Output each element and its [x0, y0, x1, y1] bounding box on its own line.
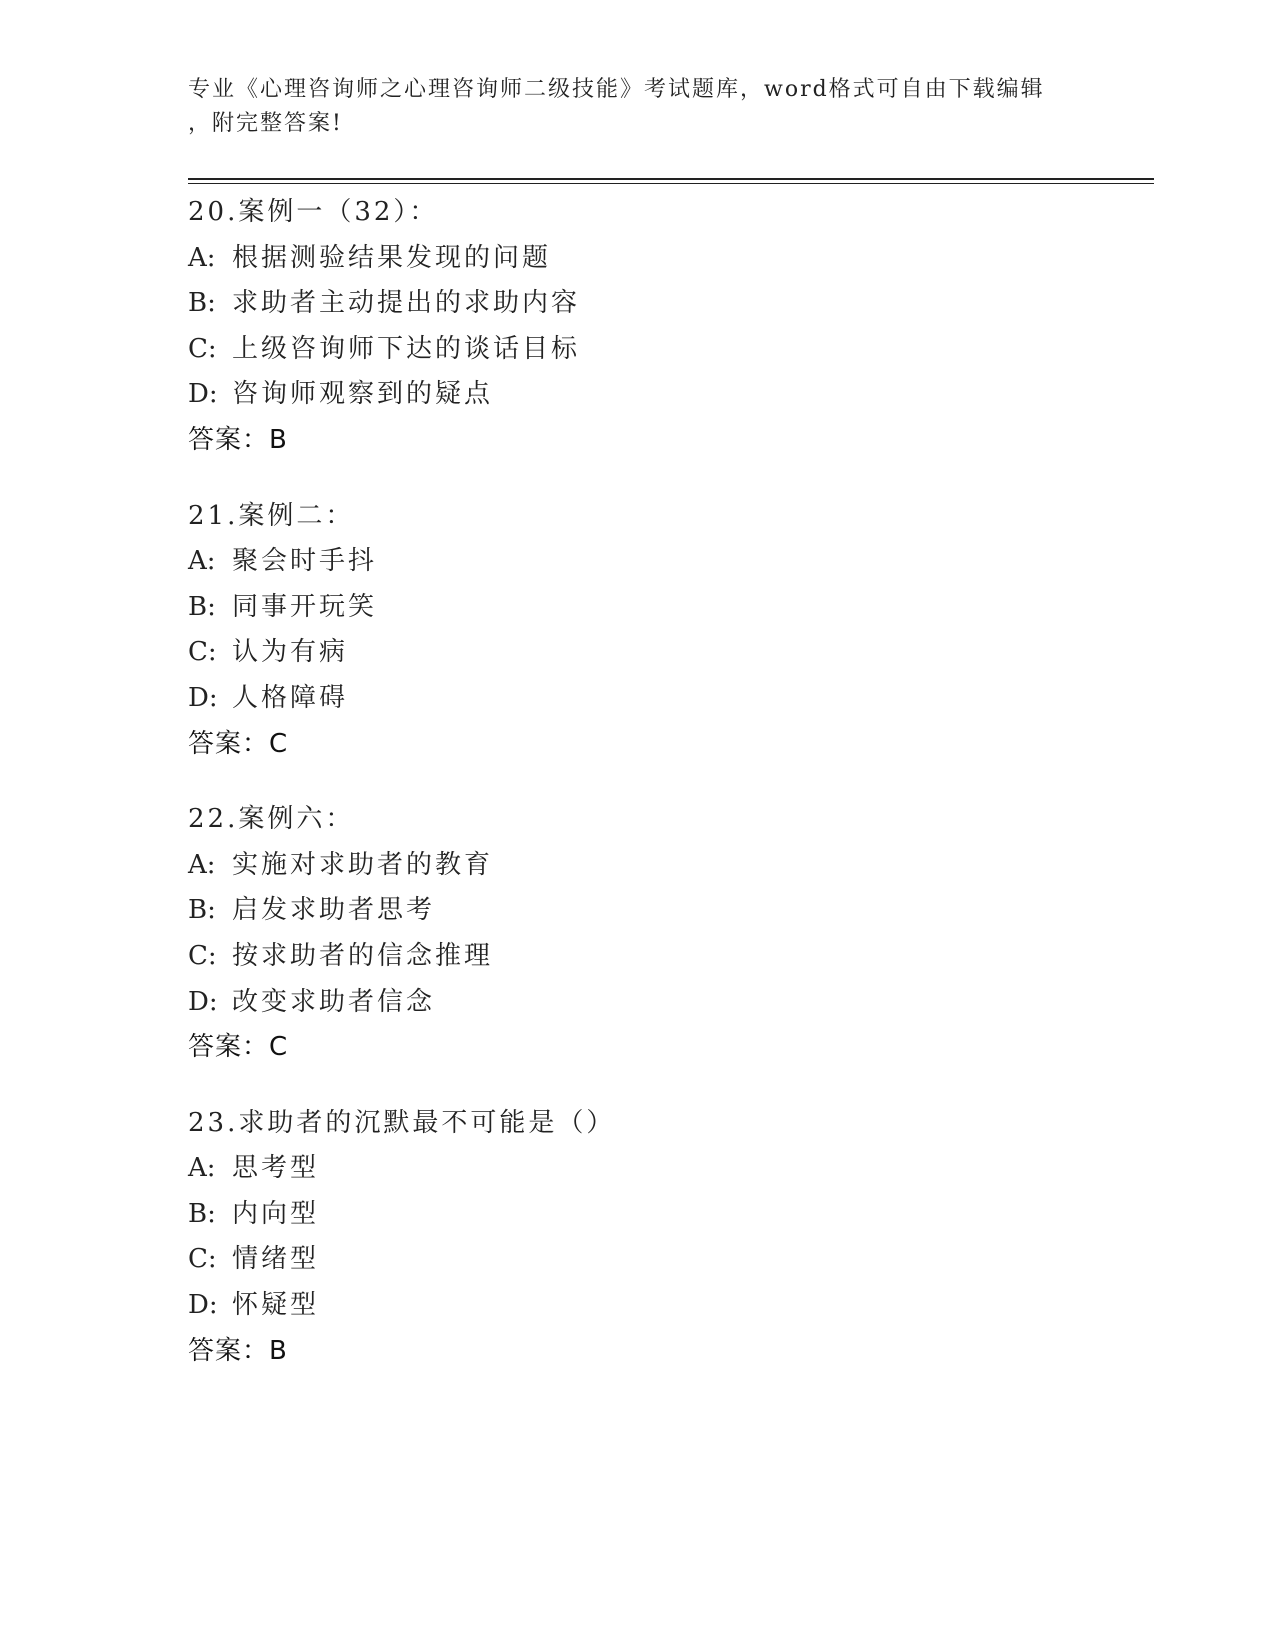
option-key: D: — [188, 986, 218, 1017]
question-21 — [188, 494, 1148, 768]
header-line-1: 专业《心理咨询师之心理咨询师二级技能》考试题库，word格式可自由下载编辑 — [188, 77, 1045, 102]
option-text: 按求助者的信念推理 — [232, 940, 494, 971]
header-rule-thin — [188, 183, 1154, 184]
option-d — [188, 676, 1148, 722]
option-text: 思考型 — [232, 1153, 320, 1184]
question-stem: 21.案例二： — [188, 500, 355, 531]
option-text: 启发求助者思考 — [232, 895, 436, 926]
option-key: A: — [188, 546, 216, 577]
option-key: B: — [188, 288, 216, 319]
option-a — [188, 1146, 1148, 1192]
option-text: 改变求助者信念 — [232, 986, 436, 1017]
option-c — [188, 934, 1148, 980]
option-d — [188, 980, 1148, 1026]
question-23 — [188, 1101, 1148, 1375]
option-d — [188, 372, 1148, 418]
option-text: 同事开玩笑 — [232, 591, 378, 622]
option-key: A: — [188, 1153, 216, 1184]
option-text: 咨询师观察到的疑点 — [232, 379, 494, 410]
option-key: A: — [188, 849, 216, 880]
option-a — [188, 539, 1148, 585]
question-list — [188, 190, 1148, 1404]
option-text: 求助者主动提出的求助内容 — [232, 288, 581, 319]
header-rule-thick — [188, 178, 1154, 180]
option-key: D: — [188, 682, 218, 713]
option-c — [188, 630, 1148, 676]
option-key: C: — [188, 333, 217, 364]
header-line-2: ，附完整答案! — [188, 111, 343, 136]
option-key: D: — [188, 379, 218, 410]
option-text: 上级咨询师下达的谈话目标 — [232, 333, 581, 364]
option-key: B: — [188, 895, 216, 926]
option-b — [188, 888, 1148, 934]
document-header — [188, 73, 1088, 141]
option-a — [188, 843, 1148, 889]
option-b — [188, 281, 1148, 327]
question-stem: 22.案例六： — [188, 804, 355, 835]
option-text: 实施对求助者的教育 — [232, 849, 494, 880]
option-text: 内向型 — [232, 1198, 320, 1229]
option-d — [188, 1283, 1148, 1329]
option-c — [188, 1237, 1148, 1283]
option-b — [188, 585, 1148, 631]
option-text: 聚会时手抖 — [232, 546, 378, 577]
answer-line: 答案：B — [188, 424, 288, 455]
option-text: 情绪型 — [232, 1244, 320, 1275]
question-22 — [188, 797, 1148, 1071]
answer-line: 答案：C — [188, 1032, 289, 1063]
question-20 — [188, 190, 1148, 464]
option-a — [188, 236, 1148, 282]
option-text: 认为有病 — [232, 637, 349, 668]
option-key: D: — [188, 1290, 218, 1321]
option-text: 人格障碍 — [232, 682, 349, 713]
option-text: 根据测验结果发现的问题 — [232, 242, 552, 273]
option-key: B: — [188, 1198, 216, 1229]
option-key: C: — [188, 940, 217, 971]
option-key: B: — [188, 591, 216, 622]
option-key: C: — [188, 637, 217, 668]
option-key: C: — [188, 1244, 217, 1275]
answer-line: 答案：B — [188, 1335, 288, 1366]
question-stem: 23.求助者的沉默最不可能是（） — [188, 1107, 616, 1138]
option-text: 怀疑型 — [232, 1290, 320, 1321]
answer-line: 答案：C — [188, 728, 289, 759]
option-c — [188, 327, 1148, 373]
option-key: A: — [188, 242, 216, 273]
option-b — [188, 1192, 1148, 1238]
question-stem: 20.案例一（32）： — [188, 197, 439, 227]
